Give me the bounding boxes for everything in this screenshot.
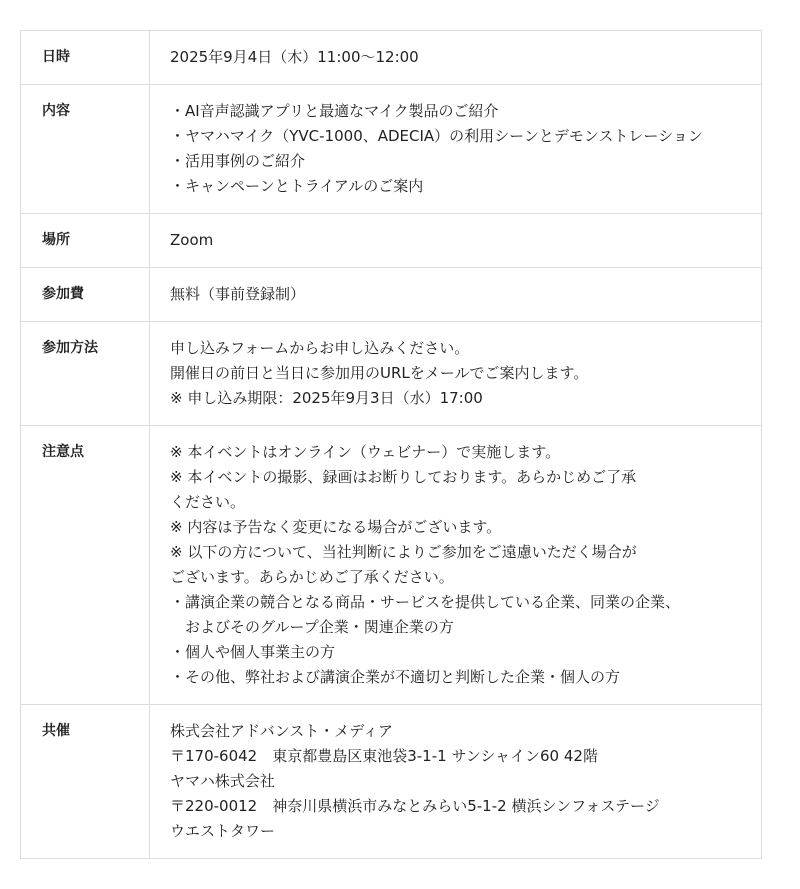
notes-line: ・個人や個人事業主の方 <box>170 643 336 661</box>
notes-line: ※ 本イベントの撮影、録画はお断りしております。あらかじめご了承 <box>170 468 637 486</box>
how-to-join-line: 開催日の前日と当日に参加用のURLをメールでご案内します。 <box>170 364 589 382</box>
row-label-content: 内容 <box>21 85 150 214</box>
row-value-venue <box>150 214 762 268</box>
row-label-how-to-join: 参加方法 <box>21 322 150 426</box>
row-label-venue: 場所 <box>21 214 150 268</box>
datetime-line: 2025年9月4日（木）11:00〜12:00 <box>170 48 419 66</box>
notes-line: ※ 内容は予告なく変更になる場合がございます。 <box>170 518 502 536</box>
co-host-line: 〒170-6042 東京都豊島区東池袋3-1-1 サンシャイン60 42階 <box>170 747 598 765</box>
content-line: ・キャンペーンとトライアルのご案内 <box>170 177 424 195</box>
row-how-to-join <box>21 322 762 426</box>
co-host-line: 株式会社アドバンスト・メディア <box>170 722 394 740</box>
row-value-content <box>150 85 762 214</box>
notes-line: ※ 以下の方について、当社判断によりご参加をご遠慮いただく場合が <box>170 543 637 561</box>
fee-line: 無料（事前登録制） <box>170 285 306 303</box>
row-fee <box>21 268 762 322</box>
venue-line: Zoom <box>170 231 214 249</box>
row-datetime <box>21 31 762 85</box>
row-label-datetime: 日時 <box>21 31 150 85</box>
event-info-table <box>20 30 762 859</box>
notes-line: ございます。あらかじめご了承ください。 <box>170 568 454 586</box>
content-line: ・活用事例のご紹介 <box>170 152 306 170</box>
row-value-datetime <box>150 31 762 85</box>
how-to-join-line: ※ 申し込み期限：2025年9月3日（水）17:00 <box>170 389 483 407</box>
co-host-line: 〒220-0012 神奈川県横浜市みなとみらい5-1-2 横浜シンフォステージ <box>170 797 660 815</box>
notes-line: ください。 <box>170 493 246 511</box>
notes-line: ※ 本イベントはオンライン（ウェビナー）で実施します。 <box>170 443 561 461</box>
row-value-co-hosts <box>150 705 762 859</box>
co-host-line: ウエストタワー <box>170 822 276 840</box>
co-host-line: ヤマハ株式会社 <box>170 772 275 790</box>
row-label-fee: 参加費 <box>21 268 150 322</box>
content-line: ・ヤマハマイク（YVC-1000、ADECIA）の利用シーンとデモンストレーション <box>170 127 703 145</box>
row-co-hosts <box>21 705 762 859</box>
row-notes <box>21 426 762 705</box>
row-value-how-to-join <box>150 322 762 426</box>
notes-line: ・講演企業の競合となる商品・サービスを提供している企業、同業の企業、 <box>170 593 681 611</box>
row-venue <box>21 214 762 268</box>
content-line: ・AI音声認識アプリと最適なマイク製品のご紹介 <box>170 102 499 120</box>
notes-line: ・その他、弊社および講演企業が不適切と判断した企業・個人の方 <box>170 668 621 686</box>
row-value-fee <box>150 268 762 322</box>
row-label-co-hosts: 共催 <box>21 705 150 859</box>
row-content <box>21 85 762 214</box>
row-label-notes: 注意点 <box>21 426 150 705</box>
notes-line: およびそのグループ企業・関連企業の方 <box>170 618 454 636</box>
row-value-notes <box>150 426 762 705</box>
how-to-join-line: 申し込みフォームからお申し込みください。 <box>170 339 470 357</box>
